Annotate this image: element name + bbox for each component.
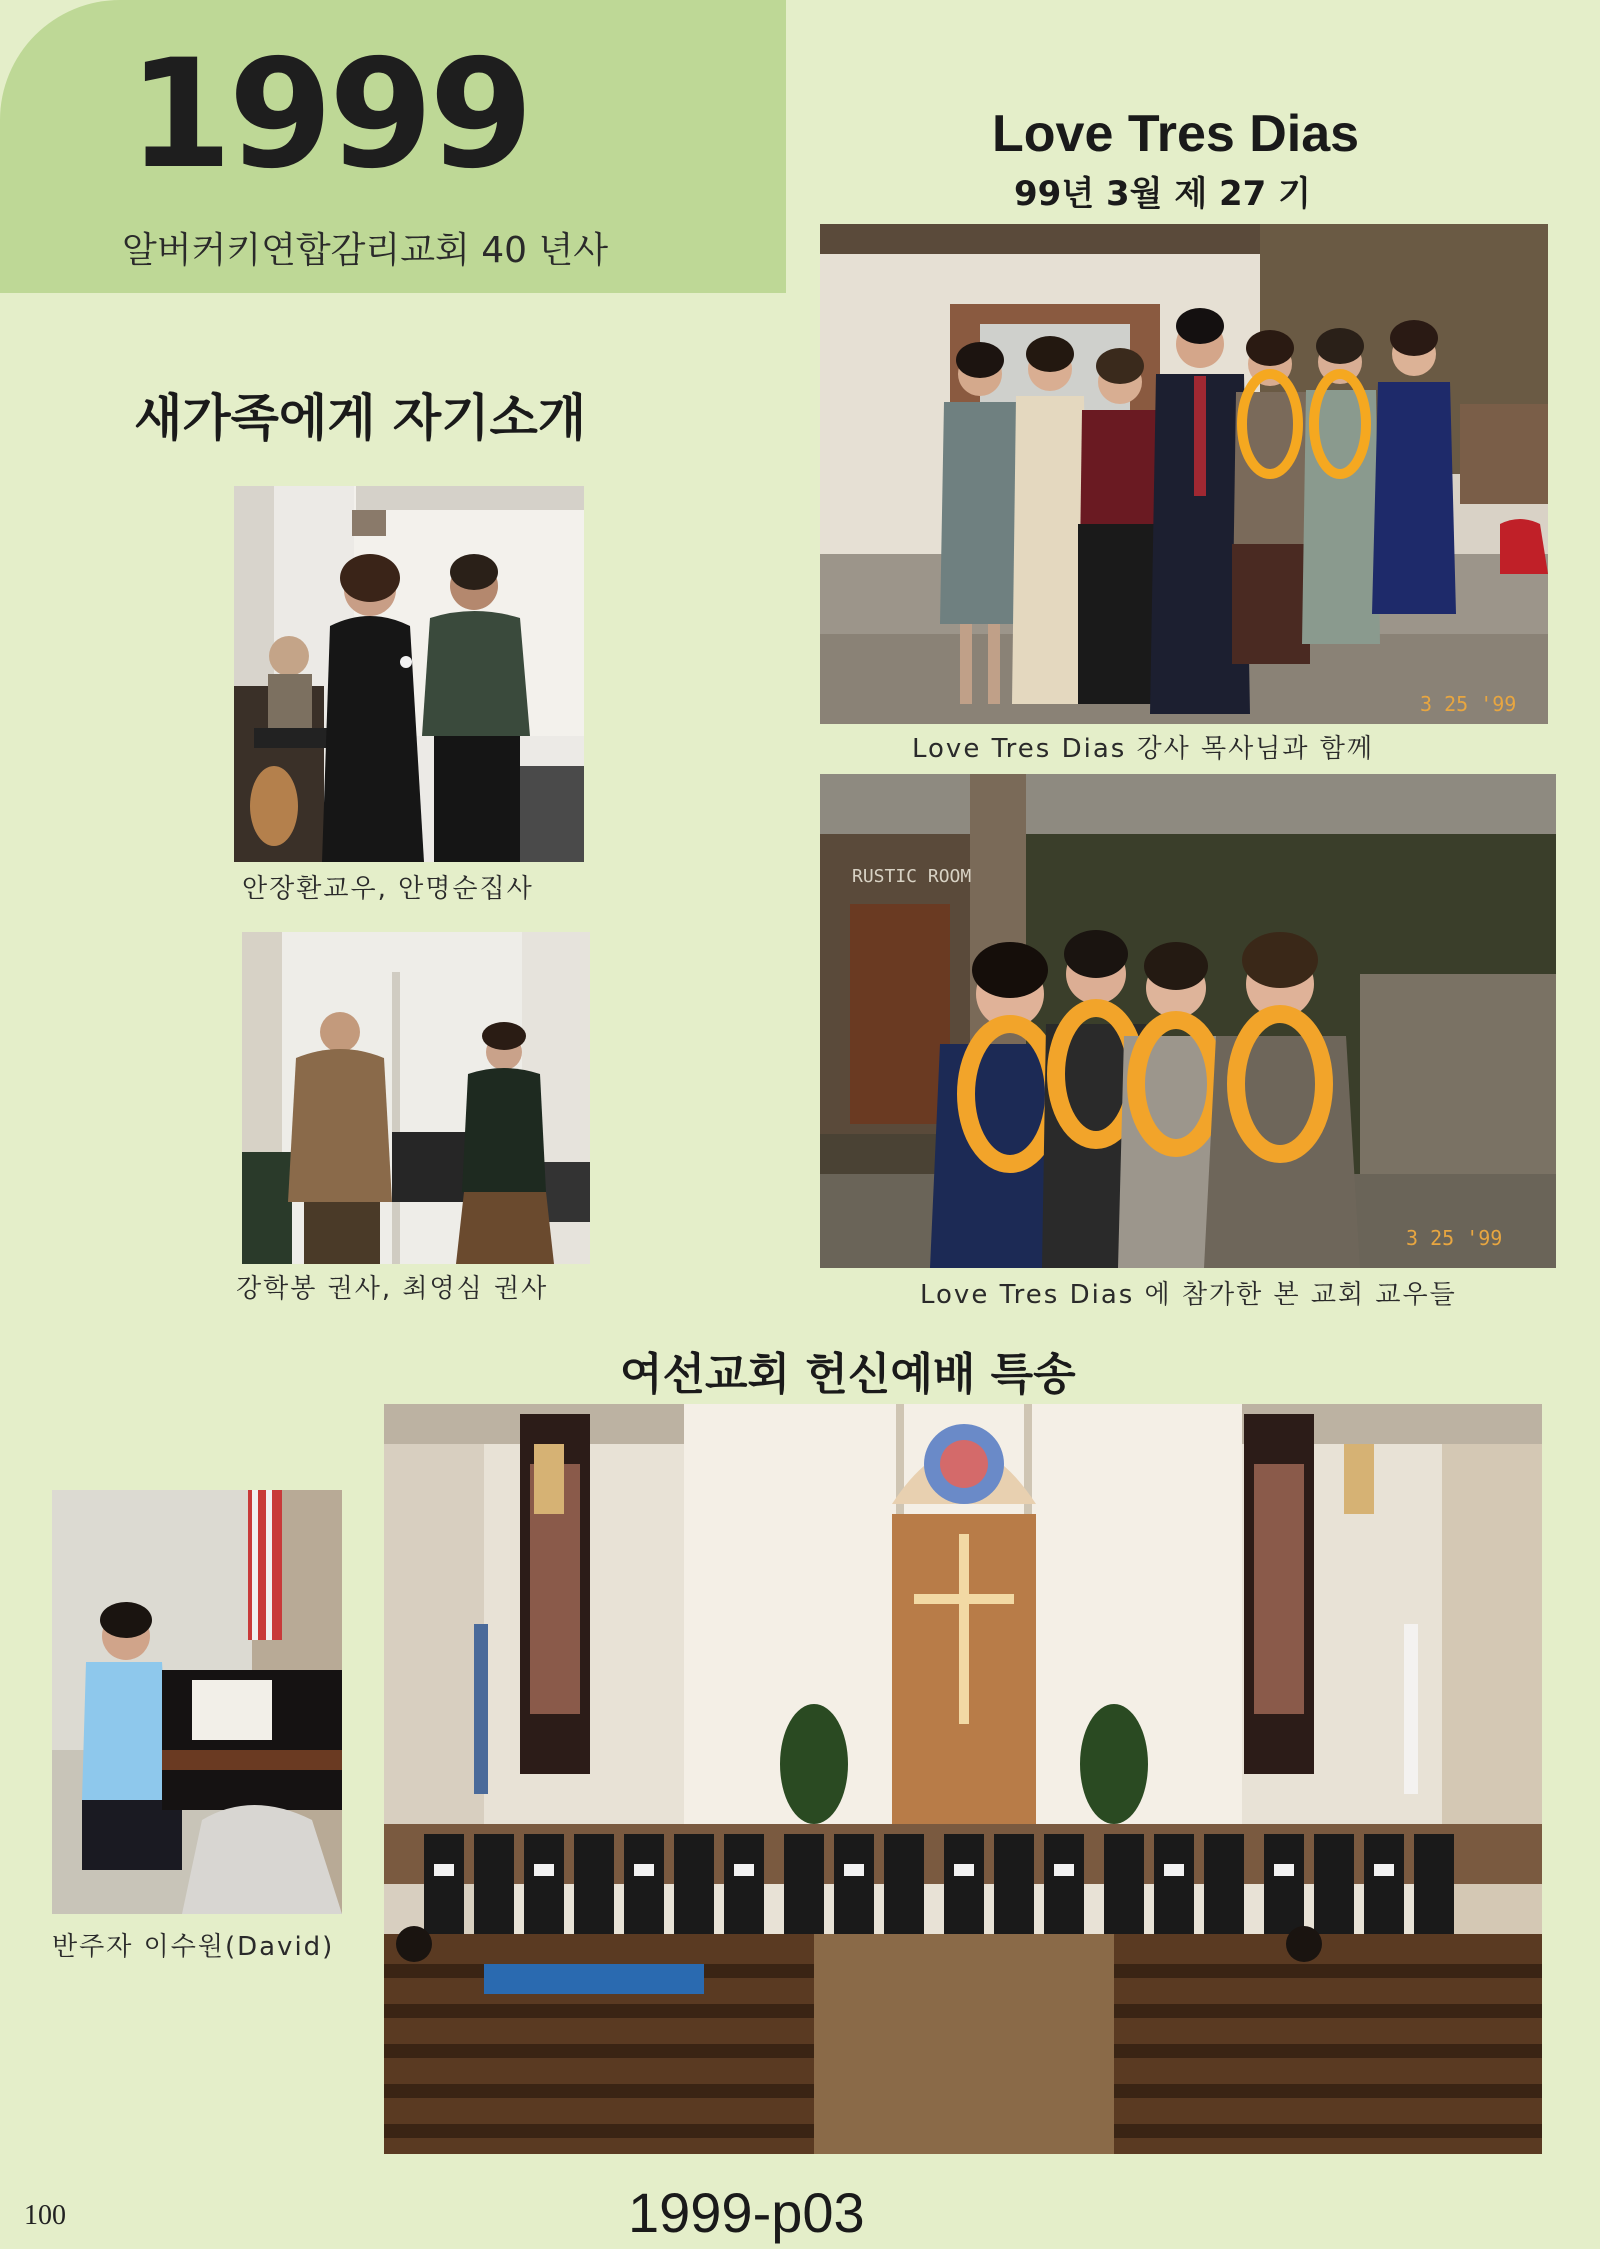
intro-photo-elders-caption: 강학봉 권사, 최영심 권사 bbox=[236, 1274, 549, 1304]
tres-dias-group-photo bbox=[820, 224, 1548, 724]
tres-dias-group-date-stamp: 3 25 '99 bbox=[1420, 692, 1517, 716]
book-subtitle: 알버커키연합감리교회 40 년사 bbox=[122, 230, 609, 271]
intro-photo-couple bbox=[234, 486, 584, 862]
page-number: 100 bbox=[24, 2200, 66, 2231]
pianist-photo bbox=[52, 1490, 342, 1914]
intro-section-title: 새가족에게 자기소개 bbox=[134, 389, 587, 447]
choir-photo bbox=[384, 1404, 1542, 2154]
tres-section-subtitle: 99년 3월 제 27 기 bbox=[1014, 174, 1312, 214]
page-code: 1999-p03 bbox=[628, 2181, 865, 2244]
intro-photo-elders bbox=[242, 932, 590, 1264]
tres-dias-group-caption: Love Tres Dias 강사 목사님과 함께 bbox=[912, 734, 1375, 764]
pianist-caption: 반주자 이수원(David) bbox=[52, 1932, 335, 1962]
tres-dias-members-caption: Love Tres Dias 에 참가한 본 교회 교우들 bbox=[920, 1280, 1457, 1310]
tres-dias-members-date-stamp: 3 25 '99 bbox=[1406, 1226, 1503, 1250]
choir-section-title: 여선교회 헌신예배 특송 bbox=[620, 1349, 1076, 1400]
year-title: 1999 bbox=[128, 28, 530, 202]
tres-section-title: Love Tres Dias bbox=[992, 105, 1360, 163]
rustic-room-sign: RUSTIC ROOM bbox=[852, 866, 972, 887]
intro-photo-couple-caption: 안장환교우, 안명순집사 bbox=[242, 874, 534, 904]
tres-dias-members-photo bbox=[820, 774, 1556, 1268]
